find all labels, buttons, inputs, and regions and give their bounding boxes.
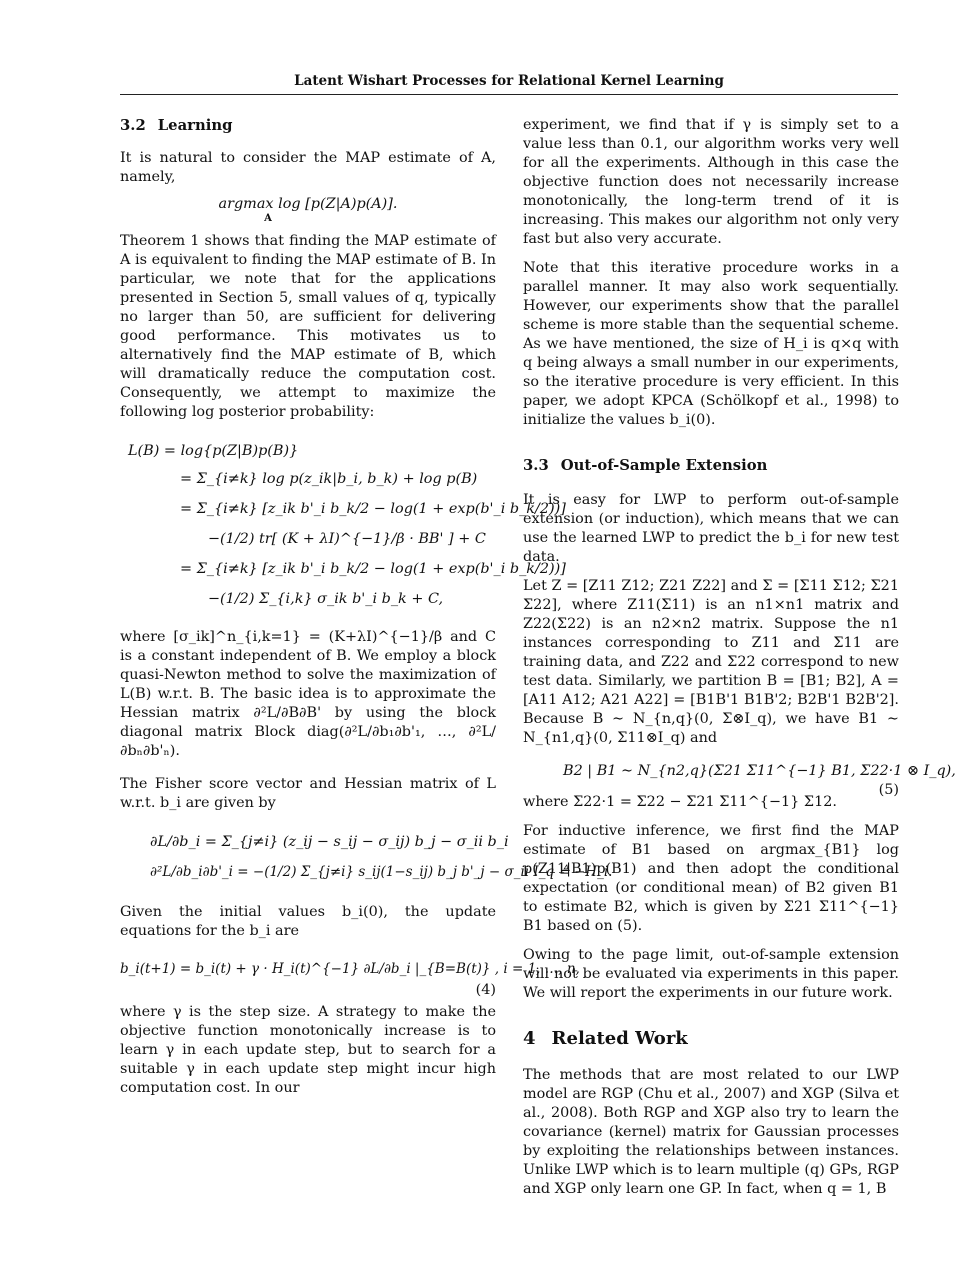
paragraph: Given the initial values b_i(0), the update equations for the b_i are [120, 904, 496, 939]
paragraph: Let Z = [Z11 Z12; Z21 Z22] and Σ = [Σ11 Σ12; Σ21 Σ22], where Z11(Σ11) is an n1×n1 matrix and Z22(Σ22) is an n2×n2 matrix. Suppose the n1 instances corresponding to Z11 and Σ11 are training data, and Z22 and Σ22 correspond to new test data. Similarly, we partition B = [B1; B2], A = [A11 A12; A21 A22] = [B1B'1 B1B'2; B2B'1 B2B'2]. Because B ∼ N_{n,q}(0, Σ⊗I_q), we have B1 ∼ N_{n1,q}(0, Σ11⊗I_q) and [523, 578, 899, 746]
paragraph: Theorem 1 shows that finding the MAP estimate of A is equivalent to finding the MAP estimate of B. In particular, we note that for the applications presented in Section 5, small values of q, typically no larger than 50, are sufficient for delivering good performance. This motivates us to alternatively find the MAP estimate of B, which will dramatically reduce the computation cost. Consequently, we attempt to maximize the following log posterior probability: [120, 233, 496, 420]
paragraph: Note that this iterative procedure works in a parallel manner. It may also work sequentially. However, our experiments show that the parallel scheme is more stable than the sequential scheme. As we have mentioned, the size of H_i is q×q with q being always a small number in our experiments, so the iterative procedure is very efficient. In this paper, we adopt KPCA (Schölkopf et al., 1998) to initialize the values b_i(0). [523, 260, 899, 428]
equation-line: −(1/2) tr[ (K + λI)^{−1}/β · BB' ] + C [208, 531, 486, 547]
equation-line: = Σ_{i≠k} [z_ik b'_i b_k/2 − log(1 + exp(b'_i b_k/2))] [180, 501, 566, 517]
paragraph: For inductive inference, we first find the MAP estimate of B1 based on argmax_{B1} log p(Z11|B1)p(B1) and then adopt the conditional expectation (or conditional mean) of B2 given B1 to estimate B2, which is given by Σ21 Σ11^{−1} B1 based on (5). [523, 823, 899, 934]
paragraph: where Σ22·1 = Σ22 − Σ21 Σ11^{−1} Σ12. [523, 794, 837, 810]
equation-line: L(B) = log{p(Z|B)p(B)} [128, 443, 299, 459]
paragraph: where [σ_ik]^n_{i,k=1} = (K+λI)^{−1}/β and C is a constant independent of B. We employ a block quasi-Newton method to solve the maximization of L(B) w.r.t. B. The basic idea is to approximate the Hessian matrix ∂²L/∂B∂B' by using the block diagonal matrix Block diag(∂²L/∂b₁∂b'₁, …, ∂²L/∂bₙ∂b'ₙ). [120, 629, 496, 759]
section-heading-4: 4 Related Work [523, 1028, 688, 1049]
equation-line: = Σ_{i≠k} log p(z_ik|b_i, b_k) + log p(B) [180, 471, 478, 487]
equation-5: B2 | B1 ∼ N_{n2,q}(Σ21 Σ11^{−1} B1, Σ22·1 ⊗ I_q), (5) [563, 763, 956, 798]
running-head: Latent Wishart Processes for Relational Kernel Learning [120, 72, 898, 95]
paragraph: experiment, we find that if γ is simply set to a value less than 0.1, our algorithm works very well for all the experiments. Although in this case the objective function does not necessarily increase monotonically, the long-term trend of it is increasing. This makes our algorithm not only very fast but also very accurate. [523, 117, 899, 247]
right-column [523, 116, 956, 1199]
paragraph: Owing to the page limit, out-of-sample extension will not be evaluated via experiments in this paper. We will report the experiments in our future work. [523, 947, 899, 1001]
equation-number: (5) [878, 782, 899, 798]
equation-line: −(1/2) Σ_{i,k} σ_ik b'_i b_k + C, [208, 591, 444, 607]
paragraph: It is easy for LWP to perform out-of-sample extension (or induction), which means that we can use the learned LWP to predict the b_i for new test data. [523, 492, 899, 565]
equation-update: b_i(t+1) = b_i(t) + γ · H_i(t)^{−1} ∂L/∂b_i |_{B=B(t)} , i = 1, …, n, (4) [120, 961, 580, 998]
equation-line: = Σ_{i≠k} [z_ik b'_i b_k/2 − log(1 + exp(b'_i b_k/2))] [180, 561, 566, 577]
paragraph: where γ is the step size. A strategy to make the objective function monotonically increase is to learn γ in each update step, but to search for a suitable γ in each update step might incur high computation cost. In our [120, 1004, 496, 1096]
equation-line: ∂L/∂b_i = Σ_{j≠i} (z_ij − s_ij − σ_ij) b_j − σ_ii b_i [150, 834, 509, 850]
equation-number: (4) [475, 982, 496, 998]
section-heading-3-2: 3.2 Learning [120, 117, 233, 134]
equation-fisher [150, 827, 613, 887]
equation-argmax: argmax log [p(Z|A)p(A)]. A [218, 196, 398, 224]
paragraph: The methods that are most related to our LWP model are RGP (Chu et al., 2007) and XGP (Silva et al., 2008). Both RGP and XGP also try to learn the covariance (kernel) matrix for Gaussian processes by exploiting the relationships between instances. Unlike LWP which is to learn multiple (q) GPs, RGP and XGP only learn one GP. In fact, when q = 1, B [523, 1067, 899, 1197]
equation-line: ∂²L/∂b_i∂b'_i = −(1/2) Σ_{j≠i} s_ij(1−s_ij) b_j b'_j − σ_ii I_q ≜ −H_i. [150, 864, 613, 880]
equation-log-posterior [128, 438, 566, 614]
paragraph: The Fisher score vector and Hessian matrix of L w.r.t. b_i are given by [120, 776, 496, 811]
paragraph: It is natural to consider the MAP estimate of A, namely, [120, 150, 496, 185]
section-heading-3-3: 3.3 Out-of-Sample Extension [523, 457, 768, 474]
